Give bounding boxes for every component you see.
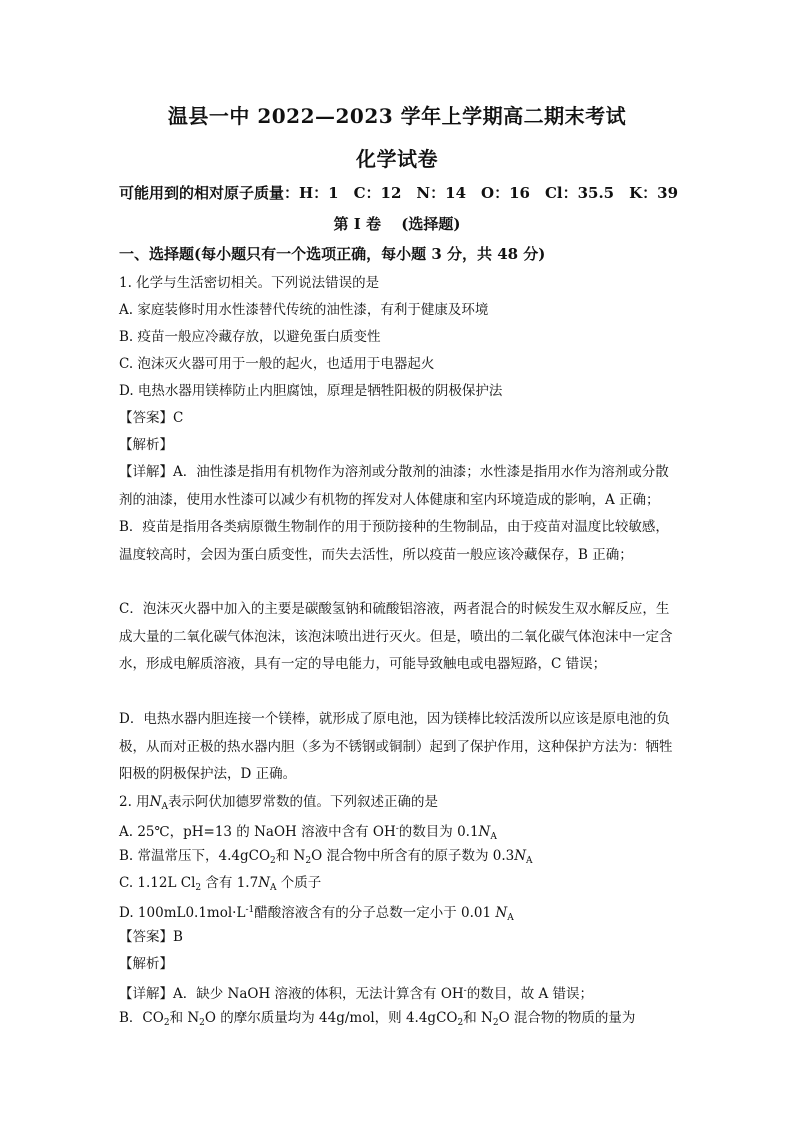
q1-analysis-label: 【解析】 bbox=[119, 437, 173, 453]
q1-option-c: C. 泡沫灭火器可用于一般的起火，也适用于电器起火 bbox=[119, 356, 435, 372]
volume-title: 第 I 卷 (选择题) bbox=[333, 215, 461, 233]
q1-option-b: B. 疫苗一般应冷藏存放，以避免蛋白质变性 bbox=[119, 329, 381, 345]
q2-option-d: D. $100mL0.1mol\cdot L^{-1}$醋酸溶液含有的分子总数一定小于 0.01 $N_A$ bbox=[119, 905, 514, 923]
q2-option-b: B. 常温常压下，4.4gCO$_2$和 $N_2O$ 混合物中所含有的原子数为 $0.3N_A$ bbox=[119, 848, 533, 866]
q2-analysis-label: 【解析】 bbox=[119, 956, 173, 972]
q2-option-a: A. 25℃，pH=13 的 NaOH 溶液中含有 OH-的数目为 $0.1N_A$ bbox=[119, 824, 497, 842]
q1-option-a: A. 家庭装修时用水性漆替代传统的油性漆，有利于健康及环境 bbox=[119, 302, 489, 318]
q2-stem: 2. 用$N_A$表示阿伏加德罗常数的值。下列叙述正确的是 bbox=[119, 794, 438, 812]
q1-option-d: D. 电热水器用镁棒防止内胆腐蚀，原理是牺牲阳极的阴极保护法 bbox=[119, 383, 503, 399]
q1-detail-c: C．泡沫灭火器中加入的主要是碳酸氢钠和硫酸铝溶液，两者混合的时候发生双水解反应，生成大量的二氧化碳气体泡沫，该泡沫喷出进行灭火。但是，喷出的二氧化碳气体泡沫中一定含水，形成电解质溶液，具有一定的导电能力，可能导致触电或电器短路，C 错误； bbox=[119, 601, 673, 672]
q1-stem: 1. 化学与生活密切相关。下列说法错误的是 bbox=[119, 275, 380, 291]
q1-answer: 【答案】C bbox=[119, 410, 184, 426]
section-title: 一、选择题(每小题只有一个选项正确，每小题 3 分，共 48 分) bbox=[119, 245, 546, 263]
q2-detail-a: 【详解】A．缺少 NaOH 溶液的体积，无法计算含有 OH-的数目，故 A 错误； bbox=[119, 986, 594, 1002]
q2-option-c: C. 1.12L $Cl_2$ 含有 $1.7N_A$ 个质子 bbox=[119, 875, 322, 893]
q1-detail-a: 【详解】A．油性漆是指用有机物作为溶剂或分散剂的油漆；水性漆是指用水作为溶剂或分散剂的油漆，使用水性漆可以减少有机物的挥发对人体健康和室内环境造成的影响，A 正确； bbox=[119, 464, 669, 508]
atomic-masses: 可能用到的相对原子质量：H：1 C：12 N：14 O：16 Cl：35.5 K：39 bbox=[119, 184, 679, 202]
exam-title: 温县一中 2022—2023 学年上学期高二期末考试 bbox=[167, 104, 627, 128]
q2-answer: 【答案】B bbox=[119, 929, 183, 945]
q1-detail-b: B．疫苗是指用各类病原微生物制作的用于预防接种的生物制品，由于疫苗对温度比较敏感，温度较高时，会因为蛋白质变性，而失去活性，所以疫苗一般应该冷藏保存，B 正确； bbox=[119, 519, 669, 563]
q1-detail-d: D．电热水器内胆连接一个镁棒，就形成了原电池，因为镁棒比较活泼所以应该是原电池的负极，从而对正极的热水器内胆（多为不锈钢或铜制）起到了保护作用，这种保护方法为：牺牲阳极的阴极保护法，D 正确。 bbox=[119, 711, 673, 782]
q2-detail-b: B．$CO_2$和 $N_2O$ 的摩尔质量均为 44g/mol，则 4.4gCO$_2$和 $N_2O$ 混合物的物质的量为 bbox=[119, 1010, 636, 1028]
subject-title: 化学试卷 bbox=[356, 147, 438, 171]
